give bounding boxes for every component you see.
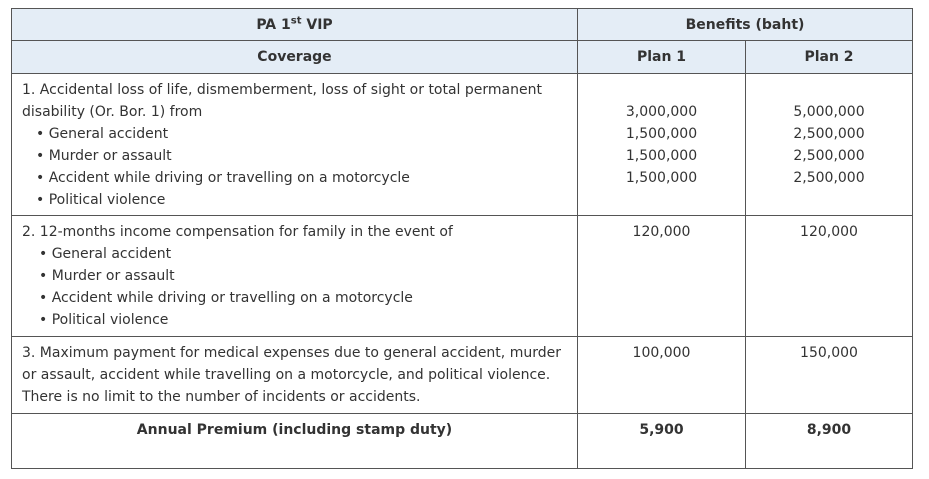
benefits-table — [11, 8, 913, 469]
table-row — [12, 216, 913, 337]
premium-plan1: 5,900 — [578, 414, 746, 469]
coverage-cell — [12, 337, 578, 414]
premium-label: Annual Premium (including stamp duty) — [12, 414, 578, 469]
table-row — [12, 337, 913, 414]
coverage-bullet: • General accident — [36, 126, 169, 142]
plan2-value: 150,000 — [746, 337, 913, 414]
plan1-value: 120,000 — [578, 216, 746, 337]
coverage-bullet: • Political violence — [39, 312, 169, 328]
coverage-line: 2. 12-months income compensation for family in the event of — [22, 224, 453, 240]
coverage-bullet: • Political violence — [36, 192, 166, 208]
plan2-value: 2,500,000 — [793, 148, 865, 164]
plan1-value: 1,500,000 — [625, 148, 698, 164]
coverage-bullet: • Murder or assault — [39, 268, 175, 284]
coverage-line: disability (Or. Bor. 1) from — [22, 104, 203, 120]
product-title-superscript: st — [290, 14, 302, 26]
plan2-values — [746, 74, 913, 216]
product-title-prefix: PA 1 — [256, 16, 291, 33]
plan1-values — [578, 74, 746, 216]
table-row — [12, 74, 913, 216]
product-title — [12, 9, 578, 41]
plan2-value: 120,000 — [746, 216, 913, 337]
table-subheader-row — [12, 41, 913, 74]
coverage-cell — [12, 74, 578, 216]
coverage-line: There is no limit to the number of incidents or accidents. — [22, 389, 421, 405]
coverage-cell — [12, 216, 578, 337]
coverage-line: or assault, accident while travelling on a motorcycle, and political violence. — [22, 367, 551, 383]
premium-plan2: 8,900 — [746, 414, 913, 469]
plan2-value: 2,500,000 — [793, 126, 865, 142]
coverage-header: Coverage — [12, 41, 578, 74]
plan2-header: Plan 2 — [746, 41, 913, 74]
coverage-bullet: • Murder or assault — [36, 148, 172, 164]
coverage-line: 1. Accidental loss of life, dismemberment, loss of sight or total permanent — [22, 82, 542, 98]
table-header-row — [12, 9, 913, 41]
premium-row — [12, 414, 913, 469]
plan2-value: 5,000,000 — [793, 104, 865, 120]
product-title-suffix: VIP — [301, 16, 333, 33]
plan1-value: 1,500,000 — [625, 126, 698, 142]
coverage-bullet: • General accident — [39, 246, 172, 262]
coverage-line: 3. Maximum payment for medical expenses due to general accident, murder — [22, 345, 561, 361]
plan1-value: 100,000 — [578, 337, 746, 414]
coverage-bullet: • Accident while driving or travelling on a motorcycle — [39, 290, 413, 306]
plan1-value: 1,500,000 — [625, 170, 698, 186]
coverage-bullet: • Accident while driving or travelling on a motorcycle — [36, 170, 410, 186]
plan2-value: 2,500,000 — [793, 170, 865, 186]
benefits-header: Benefits (baht) — [578, 9, 913, 41]
plan1-value: 3,000,000 — [625, 104, 698, 120]
plan1-header: Plan 1 — [578, 41, 746, 74]
